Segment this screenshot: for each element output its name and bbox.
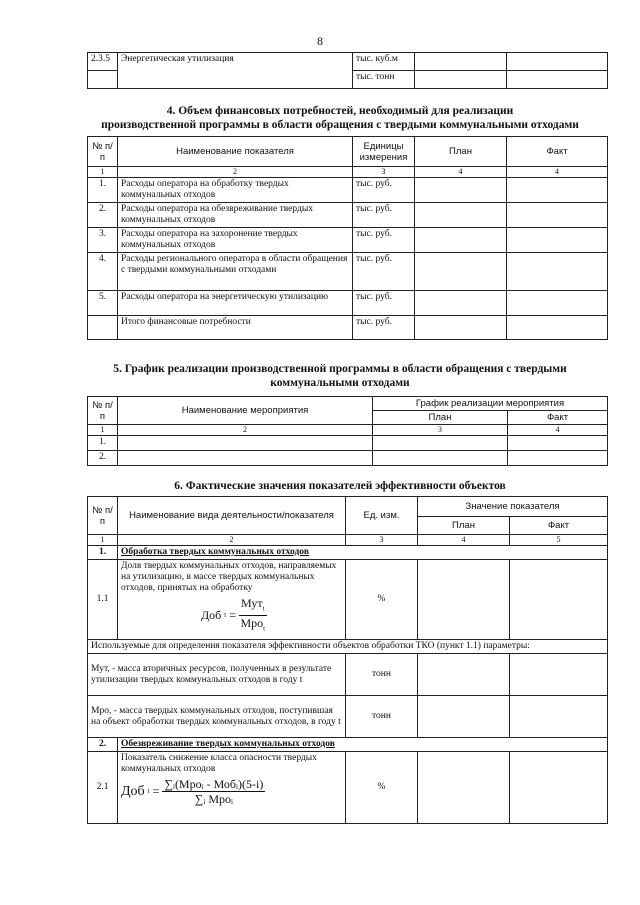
page-number: 8 bbox=[317, 34, 323, 48]
section-row: 1. Обработка твердых коммунальных отходов bbox=[88, 546, 608, 560]
section-5-title: 5. График реализации производственной программы в области обращения с твердыми коммунальными отходами bbox=[113, 363, 567, 389]
header-name: Наименование показателя bbox=[118, 137, 353, 167]
schedule-table: № п/п Наименование мероприятия График реализации мероприятия План Факт 1 2 3 4 1. 2. bbox=[87, 396, 608, 466]
indicator-row: 1.1 Доля твердых коммунальных отходов, направляемых на утилизацию, в массе твердых коммунальных отходов, принятых на обработку Доб t = $\frac{Мут_t}{Мро_t}$ % bbox=[88, 560, 608, 640]
params-note-row: Используемые для определения показателя эффективности объектов обработки ТКО (пункт 1.1) параметры: bbox=[88, 640, 608, 654]
indicator-row: 2.1 Показатель снижение класса опасности твердых коммунальных отходов Доб t = $\frac{\text{∑ᵢ(Мроᵢ - Мобᵢ)(5-i)}}{\text{∑ᵢ Мроᵢ}}$ % bbox=[88, 752, 608, 824]
indicator-text: Показатель снижение класса опасности твердых коммунальных отходов bbox=[121, 753, 317, 774]
table-row: 2. Расходы оператора на обезвреживание твердых коммунальных отходов тыс. руб. bbox=[88, 203, 608, 228]
unit-cell: тыс. тонн bbox=[353, 71, 415, 89]
row-name: Энергетическая утилизация bbox=[118, 53, 353, 89]
header-num: № п/п bbox=[88, 497, 118, 535]
formula-share: Доб t = $\frac{Мут_t}{Мро_t}$ bbox=[201, 596, 266, 633]
param-row: Мут, - масса вторичных ресурсов, полученных в результате утилизации твердых коммунальных отходов в году t тонн bbox=[88, 654, 608, 696]
table-row: 4. Расходы регионального оператора в области обращения с твердыми коммунальными отходами тыс. руб. bbox=[88, 253, 608, 291]
header-schedule: График реализации мероприятия bbox=[373, 397, 608, 411]
param-row: Мро, - масса твердых коммунальных отходов, поступившая на объект обработки твердых коммунальных отходов, в году t тонн bbox=[88, 696, 608, 738]
unit-cell: тыс. куб.м bbox=[353, 53, 415, 71]
table-row: 2. bbox=[88, 451, 608, 466]
header-unit: Единицы измерения bbox=[353, 137, 415, 167]
header-activity: Наименование вида деятельности/показателя bbox=[118, 497, 346, 535]
header-plan: План bbox=[373, 411, 508, 425]
header-num: № п/п bbox=[88, 397, 118, 425]
table-row: 5. Расходы оператора на энергетическую утилизацию тыс. руб. bbox=[88, 291, 608, 316]
section-6-title: 6. Фактические значения показателей эффективности объектов bbox=[174, 480, 506, 492]
table-row-total: Итого финансовые потребности тыс. руб. bbox=[88, 316, 608, 340]
row-number: 2.3.5 bbox=[88, 53, 118, 71]
table-row: 1. bbox=[88, 436, 608, 451]
header-fact: Факт bbox=[510, 517, 608, 535]
header-num: № п/п bbox=[88, 137, 118, 167]
header-fact: Факт bbox=[508, 411, 608, 425]
section-row: 2. Обезвреживание твердых коммунальных отходов bbox=[88, 738, 608, 752]
section-4-title: 4. Объем финансовых потребностей, необходимый для реализации производственной программы в области обращения с твердыми коммунальными отходами bbox=[101, 105, 579, 131]
header-plan: План bbox=[415, 137, 507, 167]
header-plan: План bbox=[418, 517, 510, 535]
header-fact: Факт bbox=[507, 137, 608, 167]
indicator-text: Доля твердых коммунальных отходов, направляемых на утилизацию, в массе твердых коммунальных отходов, принятых на обработку bbox=[121, 561, 337, 593]
formula-hazard: Доб t = $\frac{\text{∑ᵢ(Мроᵢ - Мобᵢ)(5-i)}}{\text{∑ᵢ Мроᵢ}}$ bbox=[121, 777, 264, 806]
table-row: 1. Расходы оператора на обработку твердых коммунальных отходов тыс. руб. bbox=[88, 178, 608, 203]
header-activity: Наименование мероприятия bbox=[118, 397, 373, 425]
header-unit: Ед. изм. bbox=[346, 497, 418, 535]
header-value: Значение показателя bbox=[418, 497, 608, 517]
financial-needs-table: № п/п Наименование показателя Единицы измерения План Факт 1 2 3 4 4 1. Расходы оператора на обработку твердых коммунальных отходов тыс. руб. 2. Расходы оператора на обезвреживание твердых коммунальных отходов тыс. руб. 3. Расходы оператора на захоронение твердых коммунальных отходов тыс. руб. 4. Расходы регионального оператора в области обращения с твердыми коммунальными отходами тыс. руб. 5. Расходы оператора на энергетическую утилизацию тыс. руб. Итого финансовые потребности тыс. руб. bbox=[87, 136, 608, 340]
top-table bbox=[87, 52, 608, 89]
efficiency-table: № п/п Наименование вида деятельности/показателя Ед. изм. Значение показателя План Факт 1 2 3 4 5 1. Обработка твердых коммунальных отходов 1.1 Доля твердых коммунальных отходов, направляемых на утилизацию, в массе твердых коммунальных отходов, принятых на обработку Доб t = $\frac{Мут_t}{Мро_t}$ % Используемые для определения показателя эффективности объектов обработки ТКО (пункт 1.1) параметры: Мут, - масса вторичных ресурсов, полученных в результате утилизации твердых коммунальных отходов в году t тонн Мро, - масса твердых коммунальных отходов, поступившая на объект обработки твердых коммунальных отходов, в году t тонн 2. Обезвреживание твердых коммунальных отходов 2.1 Показатель снижение класса опасности твердых коммунальных отходов Доб t = $\frac{\text{∑ᵢ(Мроᵢ - Мобᵢ)(5-i)}}{\text{∑ᵢ Мроᵢ}}$ % bbox=[87, 496, 608, 824]
table-row: 3. Расходы оператора на захоронение твердых коммунальных отходов тыс. руб. bbox=[88, 228, 608, 253]
